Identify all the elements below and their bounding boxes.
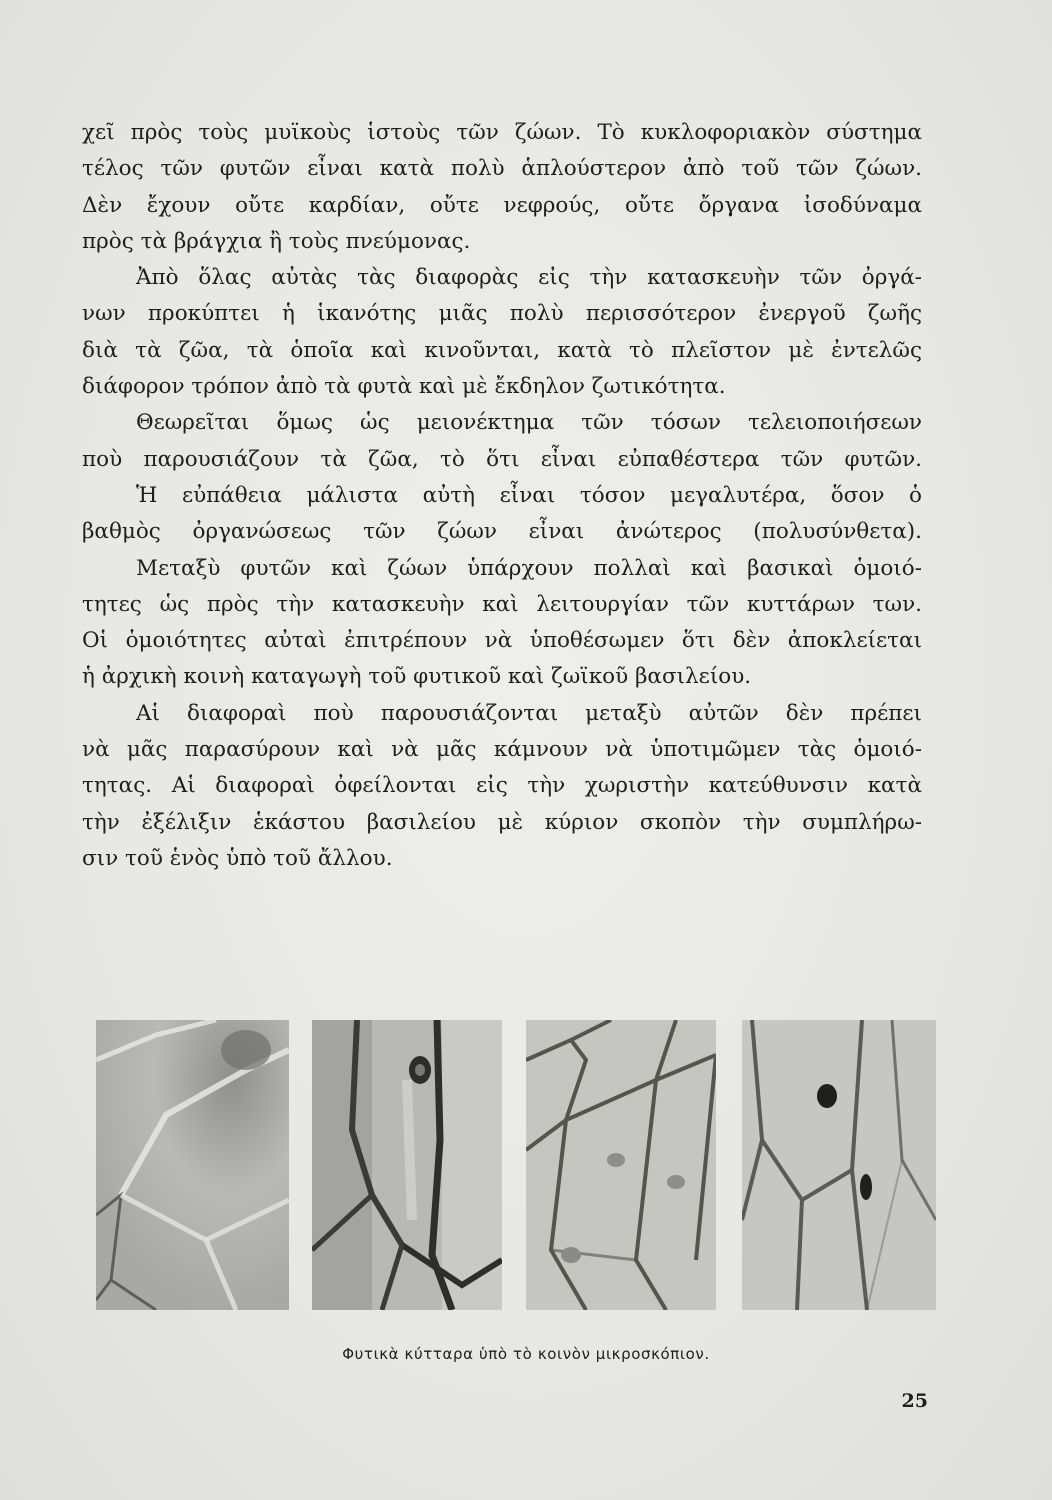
text-line: Οἱ ὁμοιότητες αὐταὶ ἐπιτρέπουν νὰ ὑποθέσωμεν ὅτι δὲν ἀποκλείεται — [82, 628, 922, 654]
text-line: χεῖ πρὸς τοὺς μυϊκοὺς ἱστοὺς τῶν ζώων. Τὸ κυκλοφοριακὸν σύστημα — [82, 120, 922, 145]
text-line: Δὲν ἔχουν οὔτε καρδίαν, οὔτε νεφρούς, οὔτε ὄργανα ἰσοδύναμα — [82, 192, 922, 218]
text-line: τητες ὡς πρὸς τὴν κατασκευὴν καὶ λειτουργίαν τῶν κυττάρων των. — [82, 591, 922, 617]
text-line: τέλος τῶν φυτῶν εἶναι κατὰ πολὺ ἁπλούστερον ἀπὸ τοῦ τῶν ζώων. — [82, 156, 922, 182]
micrograph-photo-3 — [526, 1020, 716, 1310]
text-line: διὰ τὰ ζῶα, τὰ ὁποῖα καὶ κινοῦνται, κατὰ τὸ πλεῖστον μὲ ἐντελῶς — [82, 337, 922, 363]
text-line: Θεωρεῖται ὅμως ὡς μειονέκτημα τῶν τόσων τελειοποιήσεων — [136, 410, 922, 436]
text-line: πρὸς τὰ βράγχια ἢ τοὺς πνεύμονας. — [82, 228, 471, 254]
page-number: 25 — [901, 1390, 928, 1412]
text-line: Ἡ εὐπάθεια μάλιστα αὐτὴ εἶναι τόσον μεγαλυτέρα, ὅσον ὁ — [136, 482, 922, 508]
text-line: σιν τοῦ ἑνὸς ὑπὸ τοῦ ἄλλου. — [82, 845, 393, 871]
text-line: ποὺ παρουσιάζουν τὰ ζῶα, τὸ ὅτι εἶναι εὐπαθέστερα τῶν φυτῶν. — [82, 446, 922, 472]
text-line: νων προκύπτει ἡ ἱκανότης μιᾶς πολὺ περισσότερον ἐνεργοῦ ζωῆς — [82, 301, 922, 327]
text-line: διάφορον τρόπον ἀπὸ τὰ φυτὰ καὶ μὲ ἔκδηλον ζωτικότητα. — [82, 374, 726, 400]
text-line: Ἀπὸ ὅλας αὐτὰς τὰς διαφορὰς εἰς τὴν κατασκευὴν τῶν ὀργά- — [136, 265, 922, 291]
figure-caption: Φυτικὰ κύτταρα ὑπὸ τὸ κοινὸν μικροσκόπιον. — [342, 1345, 710, 1363]
text-line: ἡ ἀρχικὴ κοινὴ καταγωγὴ τοῦ φυτικοῦ καὶ ζωϊκοῦ βασιλείου. — [82, 664, 752, 690]
text-line: Αἱ διαφοραὶ ποὺ παρουσιάζονται μεταξὺ αὐτῶν δὲν πρέπει — [136, 700, 922, 726]
micrograph-figure — [96, 1020, 936, 1310]
body-text — [82, 115, 922, 877]
micrograph-photo-2 — [312, 1020, 502, 1310]
text-line: νὰ μᾶς παρασύρουν καὶ νὰ μᾶς κάμνουν νὰ ὑποτιμῶμεν τὰς ὁμοιό- — [82, 737, 922, 763]
text-line: βαθμὸς ὀργανώσεως τῶν ζώων εἶναι ἀνώτερος (πολυσύνθετα). — [82, 519, 922, 545]
text-line: τὴν ἐξέλιξιν ἑκάστου βασιλείου μὲ κύριον σκοπὸν τὴν συμπλήρω- — [82, 809, 922, 835]
text-line: τητας. Αἱ διαφοραὶ ὀφείλονται εἰς τὴν χωριστὴν κατεύθυνσιν κατὰ — [82, 773, 922, 799]
text-line: Μεταξὺ φυτῶν καὶ ζώων ὑπάρχουν πολλαὶ καὶ βασικαὶ ὁμοιό- — [136, 555, 922, 581]
micrograph-photo-1 — [96, 1020, 289, 1310]
micrograph-photo-4 — [742, 1020, 936, 1310]
